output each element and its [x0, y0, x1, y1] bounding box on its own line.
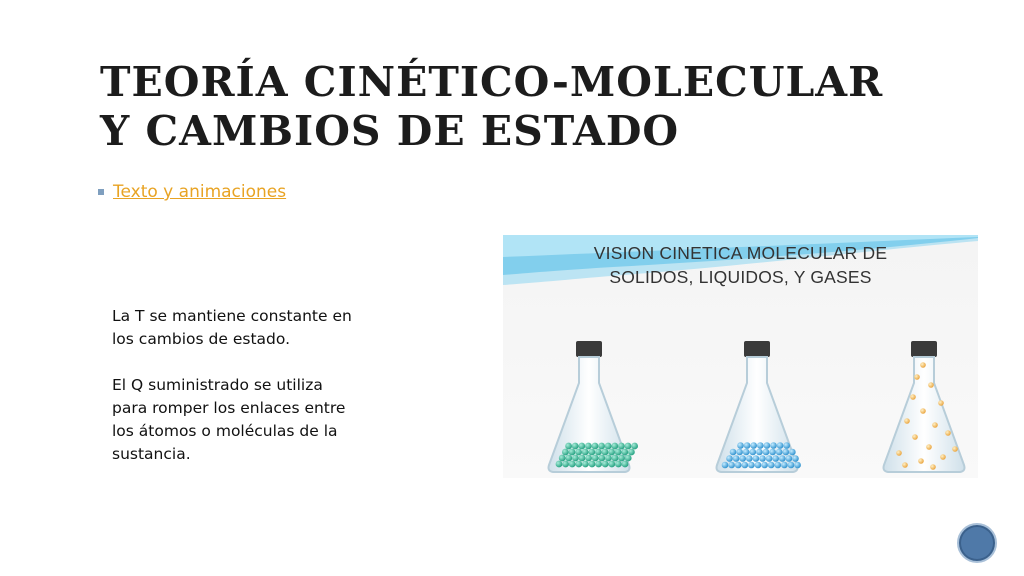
solid-particle [611, 443, 618, 450]
page-badge-icon [957, 523, 997, 563]
liquid-particle [781, 462, 788, 469]
kinetic-molecular-figure [503, 235, 978, 478]
solid-particle [579, 455, 586, 462]
solid-particle [622, 461, 629, 468]
gas-particle [904, 418, 910, 424]
gas-particle [914, 374, 920, 380]
liquid-particle [761, 462, 768, 469]
liquid-particle [739, 455, 746, 462]
solid-particle [615, 461, 622, 468]
gas-particle [930, 464, 936, 470]
liquid-particle [783, 442, 790, 449]
solid-particle [618, 455, 625, 462]
liquid-particle [759, 455, 766, 462]
liquid-particle [763, 449, 770, 456]
solid-particle [625, 455, 632, 462]
solid-particle [595, 449, 602, 456]
liquid-particle [768, 462, 775, 469]
solid-particle [618, 443, 625, 450]
solid-particle [598, 443, 605, 450]
liquid-particle [757, 442, 764, 449]
gas-particle [910, 394, 916, 400]
liquid-particle [766, 455, 773, 462]
solid-particle [588, 449, 595, 456]
gas-particle [920, 362, 926, 368]
solid-particle [592, 443, 599, 450]
liquid-particle [769, 449, 776, 456]
liquid-particle [756, 449, 763, 456]
solid-particle [572, 443, 579, 450]
solid-particle [569, 449, 576, 456]
solid-particle [625, 443, 632, 450]
solid-particle [605, 455, 612, 462]
gas-particle [952, 446, 958, 452]
gas-particle [896, 450, 902, 456]
liquid-particle [788, 462, 795, 469]
bullet-item [98, 182, 286, 202]
liquid-particle [744, 442, 751, 449]
gas-particle [938, 400, 944, 406]
liquid-particle [794, 462, 801, 469]
gas-particle [940, 454, 946, 460]
liquid-particle [750, 442, 757, 449]
square-bullet-icon [98, 189, 104, 195]
liquid-particle [775, 462, 782, 469]
solid-particle [582, 461, 589, 468]
liquid-particle [726, 455, 733, 462]
body-text [112, 305, 362, 466]
solid-particle [559, 455, 566, 462]
solid-particle [605, 443, 612, 450]
solid-particle [608, 449, 615, 456]
gas-particle [928, 382, 934, 388]
texto-animaciones-link[interactable]: Texto y animaciones [113, 182, 287, 202]
solid-particle [589, 461, 596, 468]
solid-particle [612, 455, 619, 462]
liquid-particle [742, 462, 749, 469]
solid-particle [598, 455, 605, 462]
gas-particle [902, 462, 908, 468]
liquid-particle [789, 449, 796, 456]
gas-particle [912, 434, 918, 440]
solid-particle [565, 455, 572, 462]
slide-title [100, 58, 883, 156]
liquid-particle [722, 462, 729, 469]
solid-particle [578, 443, 585, 450]
solid-particle [565, 443, 572, 450]
liquid-particle [764, 442, 771, 449]
liquid-particle [753, 455, 760, 462]
liquid-particle [772, 455, 779, 462]
solid-particle [602, 449, 609, 456]
liquid-particle [755, 462, 762, 469]
solid-particle [556, 461, 563, 468]
liquid-particle [728, 462, 735, 469]
solid-particle [628, 449, 635, 456]
solid-particle [592, 455, 599, 462]
liquid-particle [783, 449, 790, 456]
figure-caption-line-1: VISION CINETICA MOLECULAR DE [593, 243, 888, 263]
liquid-particle [743, 449, 750, 456]
solid-particle [562, 449, 569, 456]
solid-particle [575, 449, 582, 456]
gas-particle [945, 430, 951, 436]
title-line-1: TEORÍA CINÉTICO-MOLECULAR [100, 58, 884, 106]
paragraph-heat: El Q suministrado se utiliza para romper los enlaces entre los átomos o moléculas de la sustancia. [112, 376, 346, 463]
solid-particle [582, 449, 589, 456]
liquid-particle [746, 455, 753, 462]
liquid-particle [730, 449, 737, 456]
gas-particle [926, 444, 932, 450]
gas-particle [920, 408, 926, 414]
solid-particle [631, 443, 638, 450]
solid-particle [621, 449, 628, 456]
liquid-particle [792, 455, 799, 462]
liquid-particle [779, 455, 786, 462]
paragraph-temperature: La T se mantiene constante en los cambios de estado. [112, 307, 352, 348]
liquid-particle [737, 442, 744, 449]
title-line-2: Y CAMBIOS DE ESTADO [100, 107, 680, 155]
liquid-particle [748, 462, 755, 469]
gas-particle [932, 422, 938, 428]
solid-particle [575, 461, 582, 468]
liquid-particle [776, 449, 783, 456]
liquid-particle [770, 442, 777, 449]
liquid-particle [735, 462, 742, 469]
solid-particle [602, 461, 609, 468]
liquid-particle [733, 455, 740, 462]
solid-particle [595, 461, 602, 468]
liquid-particle [736, 449, 743, 456]
figure-caption-line-2: SOLIDOS, LIQUIDOS, Y GASES [609, 267, 872, 287]
solid-particle [585, 443, 592, 450]
liquid-particle [786, 455, 793, 462]
liquid-particle [750, 449, 757, 456]
solid-particle [585, 455, 592, 462]
solid-particle [615, 449, 622, 456]
solid-particle [569, 461, 576, 468]
solid-particle [608, 461, 615, 468]
solid-particle [572, 455, 579, 462]
liquid-particle [777, 442, 784, 449]
gas-particle [918, 458, 924, 464]
solid-particle [562, 461, 569, 468]
